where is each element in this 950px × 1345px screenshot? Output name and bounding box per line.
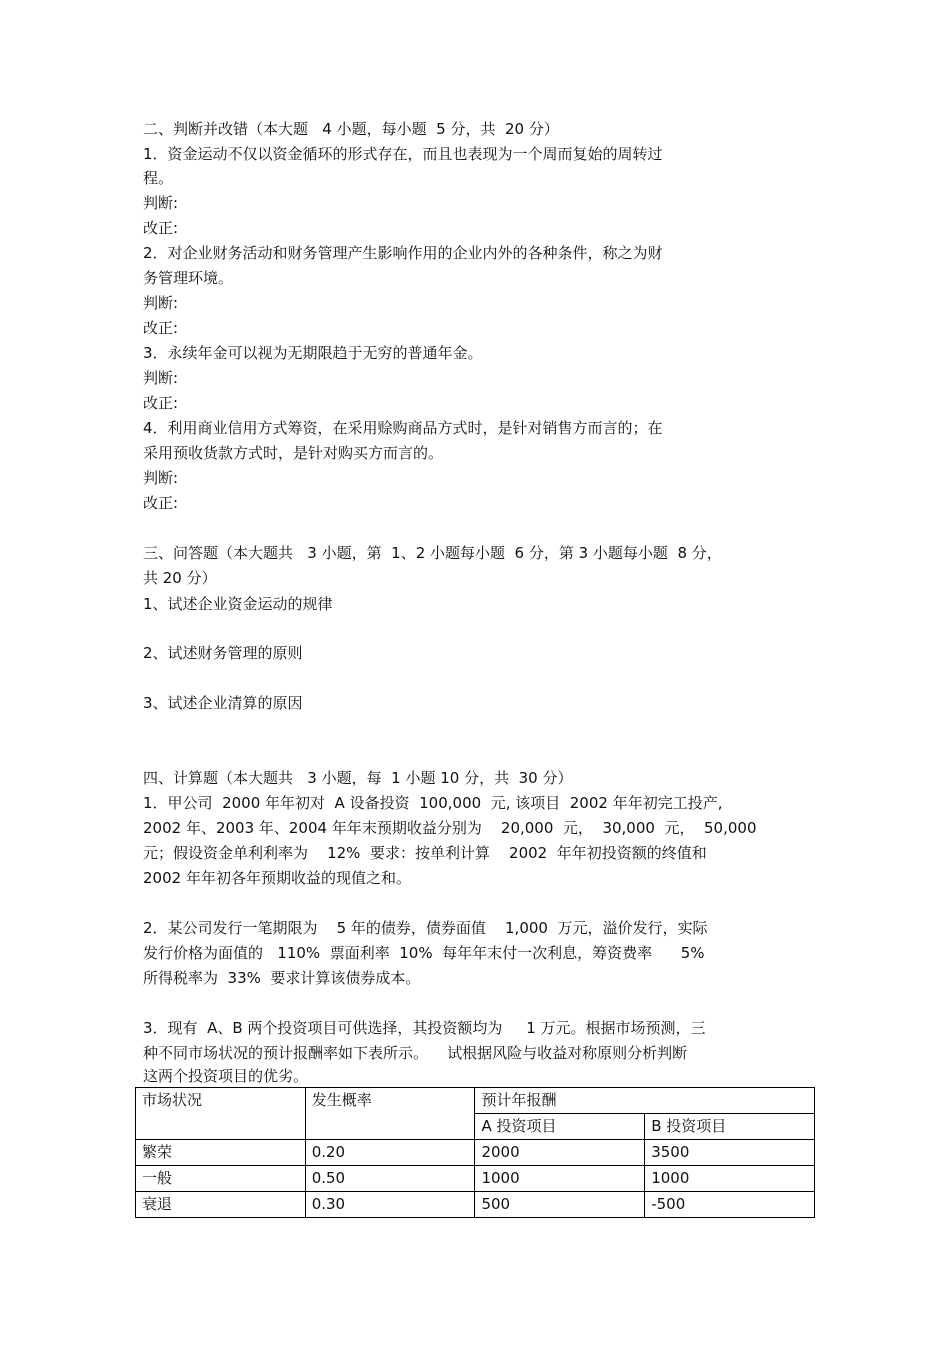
- header-project-a: A 投资项目: [475, 1114, 645, 1140]
- q4-text-line1: 4．利用商业信用方式筹资，在采用赊购商品方式时，是针对销售方而言的；在: [143, 419, 663, 437]
- cell-probability: 0.50: [305, 1166, 475, 1192]
- section3-heading-line1: 三、问答题（本大题共 3 小题，第 1、2 小题每小题 6 分，第 3 小题每小题 8 分，: [143, 544, 722, 562]
- table-header-row: [136, 1088, 815, 1114]
- q2-text-line1: 2．对企业财务活动和财务管理产生影响作用的企业内外的各种条件，称之为财: [143, 244, 663, 262]
- cell-probability: 0.20: [305, 1140, 475, 1166]
- calc2-line2: 发行价格为面值的 110% 票面利率 10% 每年年末付一次利息，筹资费率 5%: [143, 944, 705, 962]
- q2-text-line2: 务管理环境。: [143, 269, 234, 287]
- section3-question-1: 1、试述企业资金运动的规律: [143, 595, 333, 613]
- cell-project-a: 1000: [475, 1166, 645, 1192]
- q2-correct-label: 改正:: [143, 319, 179, 337]
- q1-judge-label: 判断:: [143, 194, 179, 212]
- calc2-line1: 2．某公司发行一笔期限为 5 年的债券，债券面值 1,000 万元，溢价发行，实际: [143, 919, 708, 937]
- cell-state: 衰退: [136, 1192, 306, 1218]
- calc1-line1: 1．甲公司 2000 年年初对 A 设备投资 100,000 元, 该项目 2002 年年初完工投产,: [143, 794, 723, 812]
- calc1-line4: 2002 年年初各年预期收益的现值之和。: [143, 869, 411, 887]
- q3-text-line1: 3．永续年金可以视为无期限趋于无穷的普通年金。: [143, 344, 483, 362]
- header-market-state: 市场状况: [136, 1088, 306, 1140]
- cell-project-b: 1000: [645, 1166, 815, 1192]
- section3-heading-line2: 共 20 分）: [143, 569, 217, 587]
- calc3-line2: 种不同市场状况的预计报酬率如下表所示。 试根据风险与收益对称原则分析判断: [143, 1044, 688, 1062]
- q2-judge-label: 判断:: [143, 294, 179, 312]
- cell-project-a: 2000: [475, 1140, 645, 1166]
- section4-heading: 四、计算题（本大题共 3 小题，每 1 小题 10 分，共 30 分）: [143, 769, 573, 787]
- calc3-line1: 3．现有 A、B 两个投资项目可供选择，其投资额均为 1 万元。根据市场预测，三: [143, 1019, 706, 1037]
- q4-text-line2: 采用预收货款方式时，是针对购买方而言的。: [143, 444, 444, 462]
- table-row: [136, 1166, 815, 1192]
- q1-text-line2: 程。: [143, 169, 174, 187]
- section3-question-2: 2、试述财务管理的原则: [143, 644, 303, 662]
- q4-judge-label: 判断:: [143, 469, 179, 487]
- header-probability: 发生概率: [305, 1088, 475, 1140]
- table-row: [136, 1192, 815, 1218]
- q4-correct-label: 改正:: [143, 494, 179, 512]
- cell-project-b: 3500: [645, 1140, 815, 1166]
- section2-heading: 二、判断并改错（本大题 4 小题，每小题 5 分，共 20 分）: [143, 120, 559, 138]
- cell-state: 一般: [136, 1166, 306, 1192]
- calc3-line3: 这两个投资项目的优劣。: [143, 1067, 309, 1085]
- cell-state: 繁荣: [136, 1140, 306, 1166]
- cell-probability: 0.30: [305, 1192, 475, 1218]
- calc2-line3: 所得税率为 33% 要求计算该债券成本。: [143, 969, 421, 987]
- section3-question-3: 3、试述企业清算的原因: [143, 694, 303, 712]
- q1-text-line1: 1．资金运动不仅以资金循环的形式存在，而且也表现为一个周而复始的周转过: [143, 145, 663, 163]
- return-table: [135, 1087, 815, 1218]
- calc1-line2: 2002 年、2003 年、2004 年年末预期收益分别为 20,000 元， 30,000 元， 50,000: [143, 819, 757, 837]
- header-project-b: B 投资项目: [645, 1114, 815, 1140]
- cell-project-b: -500: [645, 1192, 815, 1218]
- cell-project-a: 500: [475, 1192, 645, 1218]
- header-expected-return: 预计年报酬: [475, 1088, 815, 1114]
- q3-correct-label: 改正:: [143, 394, 179, 412]
- q3-judge-label: 判断:: [143, 369, 179, 387]
- calc1-line3: 元；假设资金单利利率为 12% 要求：按单利计算 2002 年年初投资额的终值和: [143, 844, 707, 862]
- q1-correct-label: 改正:: [143, 219, 179, 237]
- table-row: [136, 1140, 815, 1166]
